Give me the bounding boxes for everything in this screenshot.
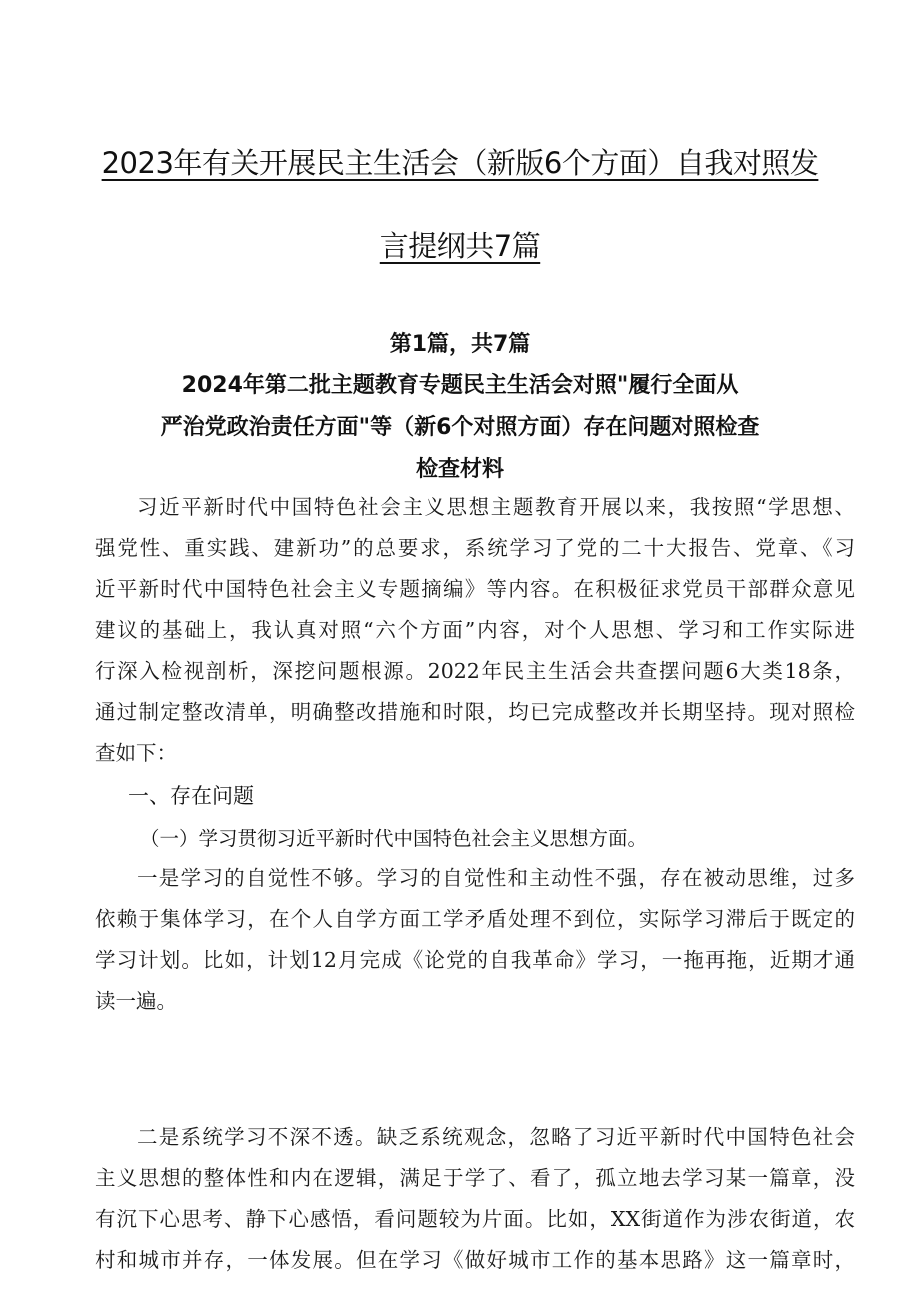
paragraph-line: 二是系统学习不深不透。缺乏系统观念，忽略了习近平新时代中国特色社会 bbox=[137, 1125, 855, 1149]
paragraph-line: 行深入检视剖析，深挖问题根源。2022年民主生活会共查摆问题6大类18条， bbox=[95, 659, 855, 683]
paragraph-line: 通过制定整改清单，明确整改措施和时限，均已完成整改并长期坚持。现对照检 bbox=[95, 700, 855, 724]
paragraph-line: 查如下： bbox=[95, 741, 177, 765]
paragraph-line: 近平新时代中国特色社会主义专题摘编》等内容。在积极征求党员干部群众意见 bbox=[95, 577, 855, 601]
paragraph-line: 习近平新时代中国特色社会主义思想主题教育开展以来，我按照“学思想、 bbox=[137, 495, 855, 519]
point-one-paragraph bbox=[95, 858, 855, 1022]
part-label: 第1篇，共7篇 bbox=[389, 332, 531, 357]
document-title-line-1: 2023年有关开展民主生活会（新版6个方面）自我对照发 bbox=[101, 146, 819, 180]
paragraph-line: 读一遍。 bbox=[95, 989, 177, 1013]
paragraph-line: 村和城市并存，一体发展。但在学习《做好城市工作的基本思路》这一篇章时， bbox=[95, 1248, 855, 1272]
paragraph-line: 建议的基础上，我认真对照“六个方面”内容，对个人思想、学习和工作实际进 bbox=[95, 618, 855, 642]
paragraph-line: 学习计划。比如，计划12月完成《论党的自我革命》学习，一拖再拖，近期才通 bbox=[95, 948, 855, 972]
subsection-heading: （一）学习贯彻习近平新时代中国特色社会主义思想方面。 bbox=[140, 827, 648, 850]
paragraph-line: 依赖于集体学习，在个人自学方面工学矛盾处理不到位，实际学习滞后于既定的 bbox=[95, 907, 855, 931]
paragraph-line: 有沉下心思考、静下心感悟，看问题较为片面。比如，XX街道作为涉农街道，农 bbox=[95, 1207, 855, 1231]
intro-paragraph bbox=[95, 487, 855, 774]
paragraph-line: 强党性、重实践、建新功”的总要求，系统学习了党的二十大报告、党章、《习 bbox=[95, 536, 855, 560]
section-heading: 一、存在问题 bbox=[128, 784, 254, 808]
document-title-line-2: 言提纲共7篇 bbox=[379, 229, 541, 263]
paragraph-line: 主义思想的整体性和内在逻辑，满足于学了、看了，孤立地去学习某一篇章，没 bbox=[95, 1166, 855, 1190]
point-two-paragraph bbox=[95, 1117, 855, 1281]
article-heading-line-3: 检查材料 bbox=[415, 457, 504, 482]
article-heading-line-2: 严治党政治责任方面"等（新6个对照方面）存在问题对照检查 bbox=[160, 415, 760, 440]
paragraph-line: 一是学习的自觉性不够。学习的自觉性和主动性不强，存在被动思维，过多 bbox=[137, 866, 855, 890]
article-heading-line-1: 2024年第二批主题教育专题民主生活会对照"履行全面从 bbox=[181, 373, 739, 398]
